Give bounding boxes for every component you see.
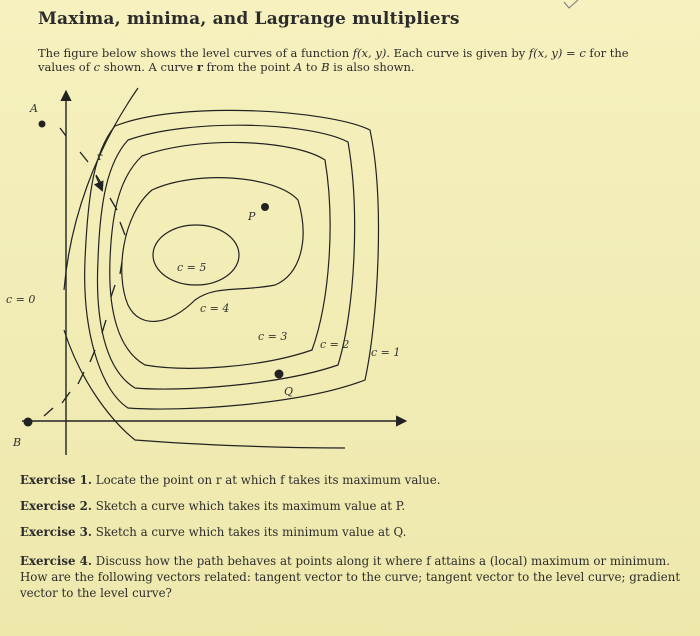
intro-a: A	[293, 60, 303, 74]
intro-text: from the point	[202, 60, 294, 74]
level-curve-c4	[122, 178, 303, 322]
point-b	[24, 418, 33, 427]
point-a	[39, 121, 46, 128]
level-curve-c2	[97, 125, 354, 389]
label-q: Q	[284, 385, 294, 398]
label-c0: c = 0	[6, 293, 36, 306]
intro-text: . Each curve is given by	[386, 46, 529, 60]
level-curve-c5	[153, 225, 239, 285]
exercise-text: Discuss how the path behaves at points along it where f attains a (local) maximum or minimum. How are the following vectors related: tangent vector to the curve; tangent vector to the level curve; gradient vector to the level curve?	[20, 554, 681, 600]
label-a: A	[30, 102, 38, 115]
level-curve-c1	[85, 110, 379, 409]
intro-r: r	[196, 60, 203, 74]
intro-paragraph	[38, 46, 668, 74]
intro-text: for the values of	[38, 46, 629, 74]
label-c2: c = 2	[320, 338, 350, 351]
exercise-1	[20, 472, 685, 488]
exercise-label: Exercise 4.	[20, 554, 92, 568]
exercise-text: Locate the point on r at which f takes its maximum value.	[95, 473, 441, 487]
exercise-label: Exercise 1.	[20, 473, 92, 487]
exercise-3	[20, 524, 685, 540]
label-p: P	[248, 210, 256, 223]
intro-b: B	[321, 60, 330, 74]
intro-equation: f(x, y) = c	[528, 46, 586, 60]
exercise-label: Exercise 3.	[20, 525, 92, 539]
label-r: r	[97, 152, 103, 163]
label-c4: c = 4	[200, 302, 230, 315]
intro-text: shown. A curve	[100, 60, 197, 74]
intro-text: to	[302, 60, 322, 74]
exercise-2	[20, 498, 685, 514]
checkmark-icon	[562, 0, 580, 10]
point-p	[261, 203, 269, 211]
exercise-4	[20, 553, 685, 601]
label-c1: c = 1	[371, 346, 401, 359]
point-q	[275, 370, 284, 379]
intro-text: is also shown.	[329, 60, 415, 74]
intro-function: f(x, y)	[352, 46, 387, 60]
label-c5: c = 5	[177, 261, 207, 274]
level-curves-figure	[0, 80, 700, 460]
level-curve-c3	[110, 142, 330, 368]
intro-text: The figure below shows the level curves of a function	[38, 46, 353, 60]
exercise-label: Exercise 2.	[20, 499, 92, 513]
label-c3: c = 3	[258, 330, 288, 343]
label-b: B	[13, 436, 22, 449]
intro-c: c	[93, 60, 101, 74]
exercise-text: Sketch a curve which takes its minimum value at Q.	[95, 525, 407, 539]
page-title: Maxima, minima, and Lagrange multipliers	[38, 9, 460, 29]
exercise-text: Sketch a curve which takes its maximum value at P.	[95, 499, 406, 513]
